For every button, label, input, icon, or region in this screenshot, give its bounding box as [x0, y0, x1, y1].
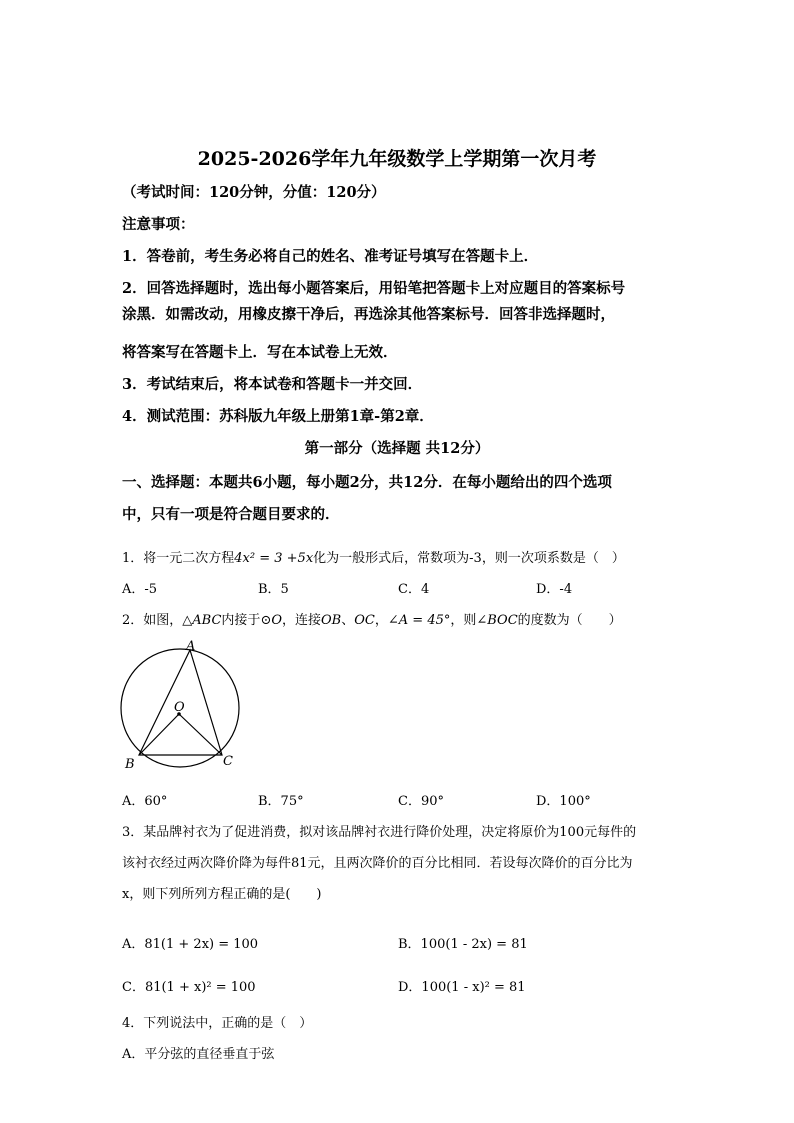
q2-text: 2．如图， — [122, 613, 183, 628]
q1-option-a: A．-5 — [122, 582, 158, 597]
q2-text: ，则 — [450, 613, 477, 628]
question-3-line: 该衬衣经过两次降价降为每件81元，且两次降价的百分比相同．若设每次降价的百分比为 — [122, 856, 633, 871]
q1-prefix: 1．将一元二次方程 — [122, 551, 235, 566]
q2-circle: ⊙O — [260, 613, 282, 628]
part-title: 第一部分（选择题 共12分） — [304, 440, 490, 457]
notice-line: 1．答卷前，考生务必将自己的姓名、准考证号填写在答题卡上． — [122, 248, 539, 265]
q2-option-a: A．60° — [122, 794, 168, 809]
q1-option-b: B．5 — [258, 582, 289, 597]
page-title: 2025-2026学年九年级数学上学期第一次月考 — [197, 148, 597, 170]
q3-option-a: A．81(1 + 2x) = 100 — [122, 937, 259, 952]
q4-option-a: A．平分弦的直径垂直于弦 — [122, 1047, 275, 1062]
notice-line: 涂黑．如需改动，用橡皮擦干净后，再选涂其他答案标号．回答非选择题时， — [122, 306, 615, 323]
q3-option-c: C．81(1 + x)² = 100 — [122, 980, 256, 995]
notice-line: 2．回答选择题时，选出每小题答案后，用铅笔把答题卡上对应题目的答案标号 — [122, 280, 626, 297]
q2-text: ，连接 — [282, 613, 322, 628]
q2-triangle: △ABC — [182, 613, 222, 628]
question-1-stem — [122, 547, 625, 566]
q2-angle-a: ∠A = 45° — [387, 613, 451, 628]
q2-text: 内接于 — [221, 613, 261, 628]
q1-option-c: C．4 — [398, 582, 430, 597]
notice-line: 3．考试结束后，将本试卷和答题卡一并交回． — [122, 376, 423, 393]
question-3-line: x，则下列所列方程正确的是( ) — [122, 887, 322, 902]
q1-option-d: D．-4 — [536, 582, 573, 597]
notice-heading: 注意事项： — [122, 216, 195, 233]
section-heading: 一、选择题：本题共6小题，每小题2分，共12分．在每小题给出的四个选项 — [122, 474, 612, 491]
label-a: A — [186, 639, 196, 654]
notice-line: 将答案写在答题卡上．写在本试卷上无效． — [122, 344, 398, 361]
q3-option-b: B．100(1 - 2x) = 81 — [398, 937, 528, 952]
q3-option-d: D．100(1 - x)² = 81 — [398, 980, 526, 995]
label-o: O — [174, 700, 185, 715]
q2-segment-oc: OC — [354, 613, 375, 628]
q2-text: 的度数为（ ） — [517, 613, 622, 628]
circle-triangle-figure — [112, 638, 252, 778]
q2-angle-boc: ∠BOC — [476, 613, 518, 628]
q2-option-d: D．100° — [536, 794, 591, 809]
question-2-stem — [122, 609, 622, 628]
question-3-line: 3．某品牌衬衣为了促进消费，拟对该品牌衬衣进行降价处理，决定将原价为100元每件的 — [122, 825, 637, 840]
q2-option-c: C．90° — [398, 794, 444, 809]
q2-option-b: B．75° — [258, 794, 304, 809]
exam-info: （考试时间：120分钟，分值：120分） — [122, 184, 386, 201]
q2-segment-ob: OB — [321, 613, 342, 628]
section-heading: 中，只有一项是符合题目要求的． — [122, 506, 340, 523]
segment-ob — [139, 714, 179, 755]
question-4-stem: 4．下列说法中，正确的是（ ） — [122, 1016, 313, 1031]
q1-equation: 4x² = 3 +5x — [234, 551, 314, 566]
q2-text: ， — [374, 613, 388, 628]
label-b: B — [125, 757, 135, 772]
q1-suffix: 化为一般形式后，常数项为-3，则一次项系数是（ ） — [313, 551, 625, 566]
q2-text: 、 — [341, 613, 355, 628]
label-c: C — [223, 754, 233, 769]
notice-line: 4．测试范围：苏科版九年级上册第1章-第2章． — [122, 408, 434, 425]
